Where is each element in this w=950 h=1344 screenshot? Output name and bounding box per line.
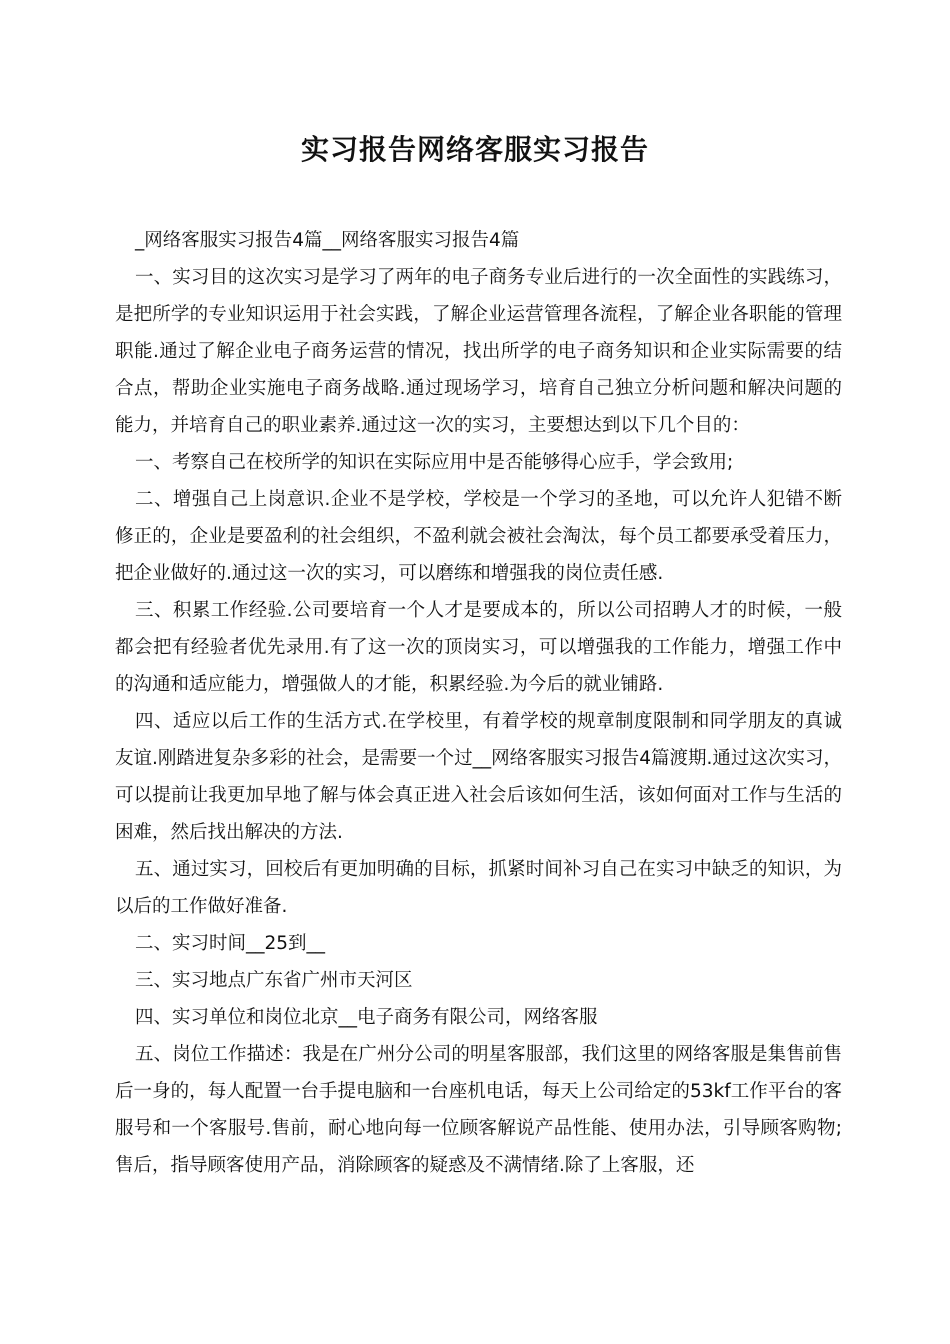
paragraph-internship-location: 三、实习地点广东省广州市天河区 (135, 970, 413, 991)
paragraph-purpose: 一、实习目的这次实习是学习了两年的电子商务专业后进行的一次全面性的实践练习，是把所学的专业知识运用于社会实践，了解企业运营管理各流程，了解企业各职能的管理职能.通过了解企业电子商务运营的情况，找出所学的电子商务知识和企业实际需要的结合点，帮助企业实施电子商务战略.通过现场学习，培育自己独立分析问题和解决问题的能力，并培育自己的职业素养.通过这一次的实习，主要想达到以下几个目的： (115, 267, 842, 436)
paragraph-point-2: 二、增强自己上岗意识.企业不是学校，学校是一个学习的圣地，可以允许人犯错不断修正的，企业是要盈利的社会组织，不盈利就会被社会淘汰，每个员工都要承受着压力，把企业做好的.通过这一次的实习，可以磨练和增强我的岗位责任感. (115, 489, 842, 584)
paragraph-point-4: 四、适应以后工作的生活方式.在学校里，有着学校的规章制度限制和同学朋友的真诚友谊.刚踏进复杂多彩的社会，是需要一个过__网络客服实习报告4篇渡期.通过这次实习，可以提前让我更加早地了解与体会真正进入社会后该如何生活，该如何面对工作与生活的困难，然后找出解决的方法. (115, 711, 842, 843)
paragraph-point-1: 一、考察自己在校所学的知识在实际应用中是否能够得心应手，学会致用; (135, 452, 734, 473)
document-body (115, 222, 842, 1184)
paragraph-point-5: 五、通过实习，回校后有更加明确的目标，抓紧时间补习自己在实习中缺乏的知识，为以后的工作做好准备. (115, 859, 842, 917)
document-title: 实习报告网络客服实习报告 (300, 133, 649, 166)
paragraph-internship-time: 二、实习时间__25到__ (135, 933, 326, 954)
paragraph-internship-unit: 四、实习单位和岗位北京__电子商务有限公司，网络客服 (135, 1007, 598, 1028)
paragraph-subtitle: _网络客服实习报告4篇__网络客服实习报告4篇 (135, 230, 520, 251)
paragraph-point-3: 三、积累工作经验.公司要培育一个人才是要成本的，所以公司招聘人才的时候，一般都会把有经验者优先录用.有了这一次的顶岗实习，可以增强我的工作能力，增强工作中的沟通和适应能力，增强做人的才能，积累经验.为今后的就业铺路. (115, 600, 842, 695)
paragraph-job-description: 五、岗位工作描述：我是在广州分公司的明星客服部，我们这里的网络客服是集售前售后一身的，每人配置一台手提电脑和一台座机电话，每天上公司给定的53kf工作平台的客服号和一个客服号.售前，耐心地向每一位顾客解说产品性能、使用办法，引导顾客购物;售后，指导顾客使用产品，消除顾客的疑惑及不满情绪.除了上客服，还 (115, 1044, 842, 1176)
